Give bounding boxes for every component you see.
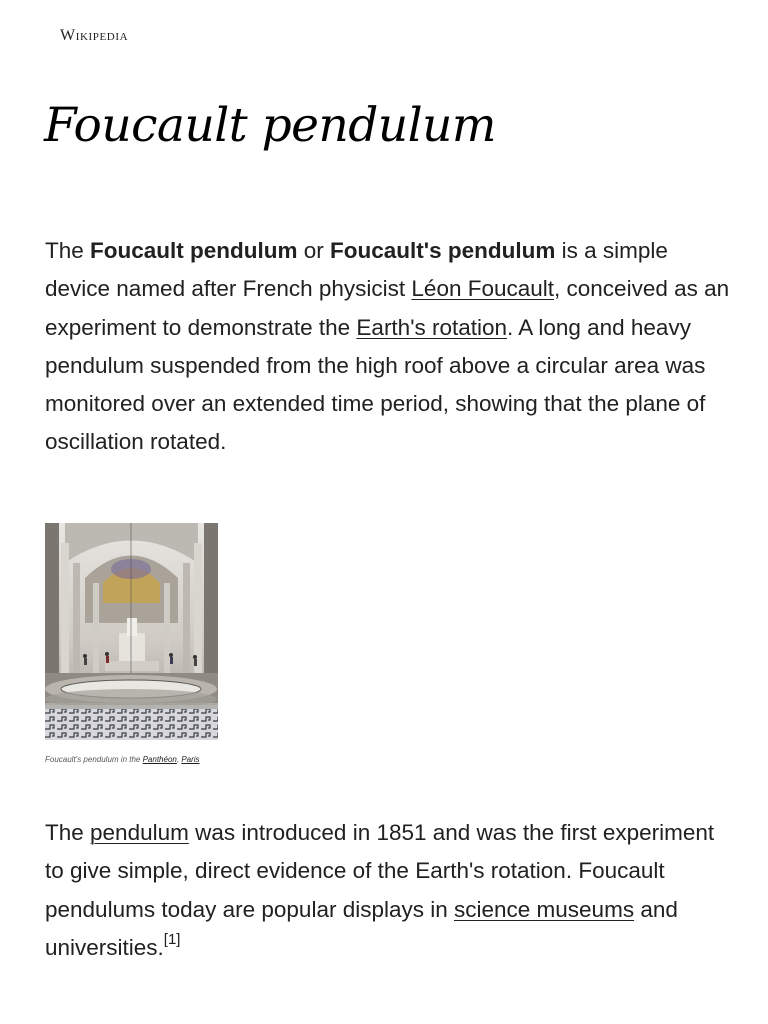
- bold-term-foucault-pendulum: Foucault pendulum: [90, 238, 298, 263]
- reference-link-1[interactable]: [1]: [163, 931, 181, 949]
- link-earths-rotation[interactable]: Earth's rotation: [356, 314, 508, 340]
- link-leon-foucault[interactable]: Léon Foucault: [411, 276, 555, 302]
- link-science-museums[interactable]: science museums: [454, 896, 635, 922]
- paragraph-text: The: [45, 820, 91, 845]
- intro-text: is a simple device named after French physicist: [45, 238, 668, 302]
- caption-text: Foucault's pendulum in the: [45, 755, 143, 764]
- bold-term-foucaults-pendulum: Foucault's pendulum: [330, 238, 556, 263]
- intro-text: . A long and heavy pendulum suspended from the high roof above a circular area was monitored over an extended time period, showing that the plane of oscillation rotated.: [45, 314, 706, 455]
- wikipedia-wordmark[interactable]: Wikipedia: [60, 27, 129, 44]
- page-title: Foucault pendulum: [44, 98, 496, 153]
- intro-paragraph: [45, 232, 735, 462]
- pantheon-interior-illustration: [45, 523, 218, 740]
- figure-caption: [45, 755, 200, 764]
- history-paragraph: [45, 814, 735, 967]
- caption-separator: ,: [176, 755, 182, 764]
- intro-text: , conceived as an experiment to demonstrate the: [45, 276, 730, 340]
- link-pendulum[interactable]: pendulum: [90, 820, 189, 845]
- pantheon-pendulum-image[interactable]: [45, 523, 218, 740]
- link-paris[interactable]: Paris: [181, 755, 200, 764]
- link-pantheon[interactable]: Panthéon: [142, 755, 177, 764]
- reference-marker: [164, 931, 181, 948]
- intro-text: or: [297, 238, 331, 263]
- paragraph-text: was introduced in 1851 and was the first experiment to give simple, direct evidence of the Earth's rotation. Foucault pendulums today are popular displays in: [45, 820, 715, 922]
- intro-text: The: [45, 238, 91, 263]
- paragraph-text: and universities.: [45, 896, 678, 960]
